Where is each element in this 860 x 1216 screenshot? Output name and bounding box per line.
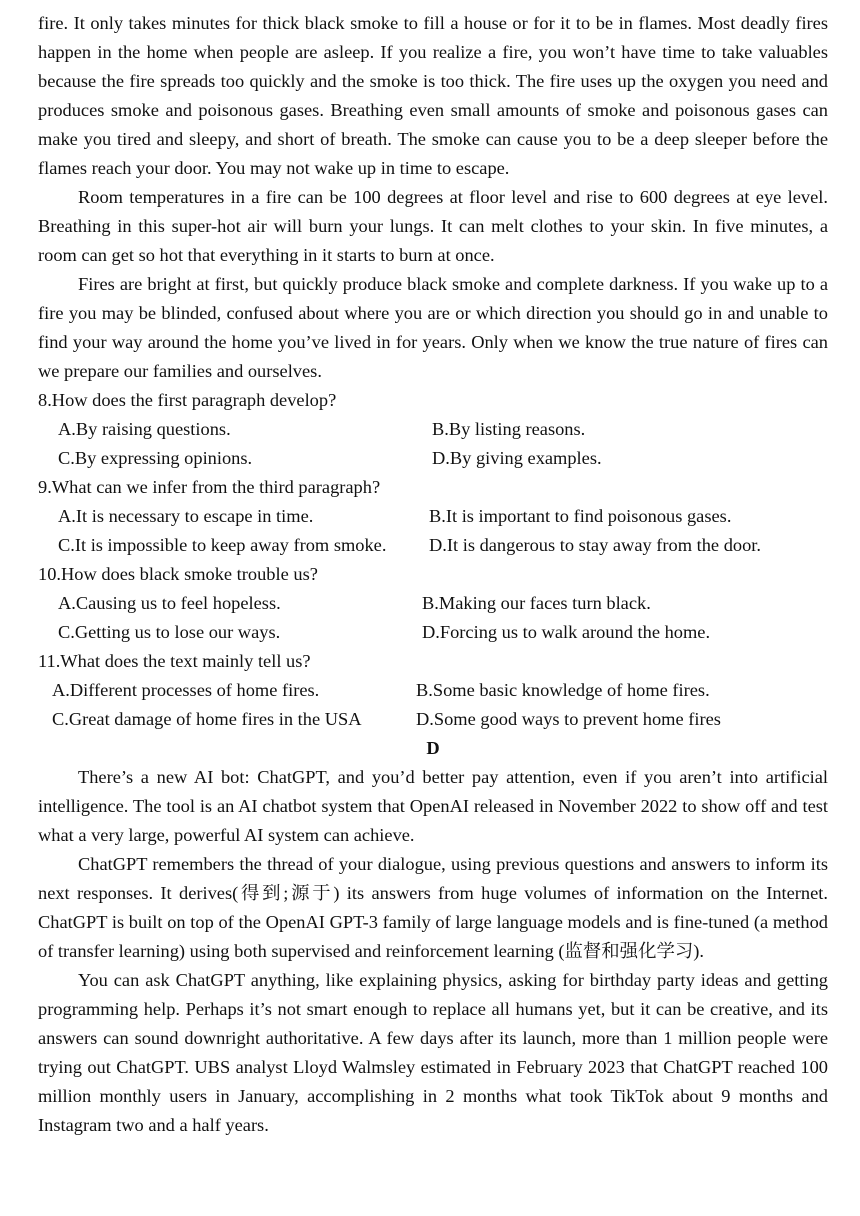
option-b: B.Making our faces turn black. xyxy=(422,593,651,613)
option-d: D.Some good ways to prevent home fires xyxy=(416,709,721,729)
passage-d-paragraph-3: You can ask ChatGPT anything, like explaining physics, asking for birthday party ideas and getting programming help. Perhaps it’s not smart enough to replace all humans yet, but it can be creative, and its answers can sound downright authoritative. A few days after its launch, more than 1 million people were trying out ChatGPT. UBS analyst Lloyd Walmsley estimated in February 2023 that ChatGPT reached 100 million monthly users in January, accomplishing in 2 months what took TikTok about 9 months and Instagram two and a half years. xyxy=(38,970,828,1135)
passage-c-paragraph-2: Room temperatures in a fire can be 100 degrees at floor level and rise to 600 degrees at eye level. Breathing in this super-hot air will burn your lungs. It can melt clothes to your skin. In five minutes, a room can get so hot that everything in it starts to burn at once. xyxy=(38,187,828,265)
passage-d-paragraph-2: ChatGPT remembers the thread of your dialogue, using previous questions and answers to inform its next responses. It derives(得到;源于) its answers from huge volumes of information on the Internet. ChatGPT is built on top of the OpenAI GPT-3 family of large language models and is fine-tuned (a method of transfer learning) using both supervised and reinforcement learning (监督和强化学习). xyxy=(38,854,828,961)
option-a: A.Different processes of home fires. xyxy=(52,680,320,700)
question-options xyxy=(38,502,828,560)
option-c: C.It is impossible to keep away from smoke. xyxy=(58,535,387,555)
question-stem: 10.How does black smoke trouble us? xyxy=(38,564,318,584)
option-b: B.Some basic knowledge of home fires. xyxy=(416,680,710,700)
option-a: A.Causing us to feel hopeless. xyxy=(58,593,281,613)
section-title-d: D xyxy=(426,738,440,758)
document-page xyxy=(38,9,828,1140)
option-b: B.By listing reasons. xyxy=(432,419,586,439)
question-options xyxy=(38,676,828,734)
passage-d-paragraph-1: There’s a new AI bot: ChatGPT, and you’d better pay attention, even if you aren’t into artificial intelligence. The tool is an AI chatbot system that OpenAI released in November 2022 to show off and test what a very large, powerful AI system can achieve. xyxy=(38,767,828,845)
option-b: B.It is important to find poisonous gases. xyxy=(429,506,732,526)
option-a: A.It is necessary to escape in time. xyxy=(58,506,314,526)
question-stem: 8.How does the first paragraph develop? xyxy=(38,390,337,410)
question-options xyxy=(38,415,828,473)
option-a: A.By raising questions. xyxy=(58,419,231,439)
option-d: D.It is dangerous to stay away from the door. xyxy=(429,535,761,555)
question-11 xyxy=(38,647,828,734)
option-d: D.By giving examples. xyxy=(432,448,602,468)
option-c: C.By expressing opinions. xyxy=(58,448,253,468)
option-c: C.Great damage of home fires in the USA xyxy=(52,709,362,729)
question-options xyxy=(38,589,828,647)
question-10 xyxy=(38,560,828,647)
passage-c-paragraph-1: fire. It only takes minutes for thick black smoke to fill a house or for it to be in flames. Most deadly fires happen in the home when people are asleep. If you realize a fire, you won’t have time to take valuables because the fire spreads too quickly and the smoke is too thick. The fire uses up the oxygen you need and produces smoke and poisonous gases. Breathing even small amounts of smoke and poisonous gases can make you tired and sleepy, and short of breath. The smoke can cause you to be a deep sleeper before the flames reach your door. You may not wake up in time to escape. xyxy=(38,13,828,178)
question-stem: 11.What does the text mainly tell us? xyxy=(38,651,311,671)
question-8 xyxy=(38,386,828,473)
question-9 xyxy=(38,473,828,560)
option-d: D.Forcing us to walk around the home. xyxy=(422,622,711,642)
passage-c-paragraph-3: Fires are bright at first, but quickly produce black smoke and complete darkness. If you wake up to a fire you may be blinded, confused about where you are or which direction you should go in and unable to find your way around the home you’ve lived in for years. Only when we know the true nature of fires can we prepare our families and ourselves. xyxy=(38,274,828,381)
question-stem: 9.What can we infer from the third paragraph? xyxy=(38,477,381,497)
option-c: C.Getting us to lose our ways. xyxy=(58,622,281,642)
